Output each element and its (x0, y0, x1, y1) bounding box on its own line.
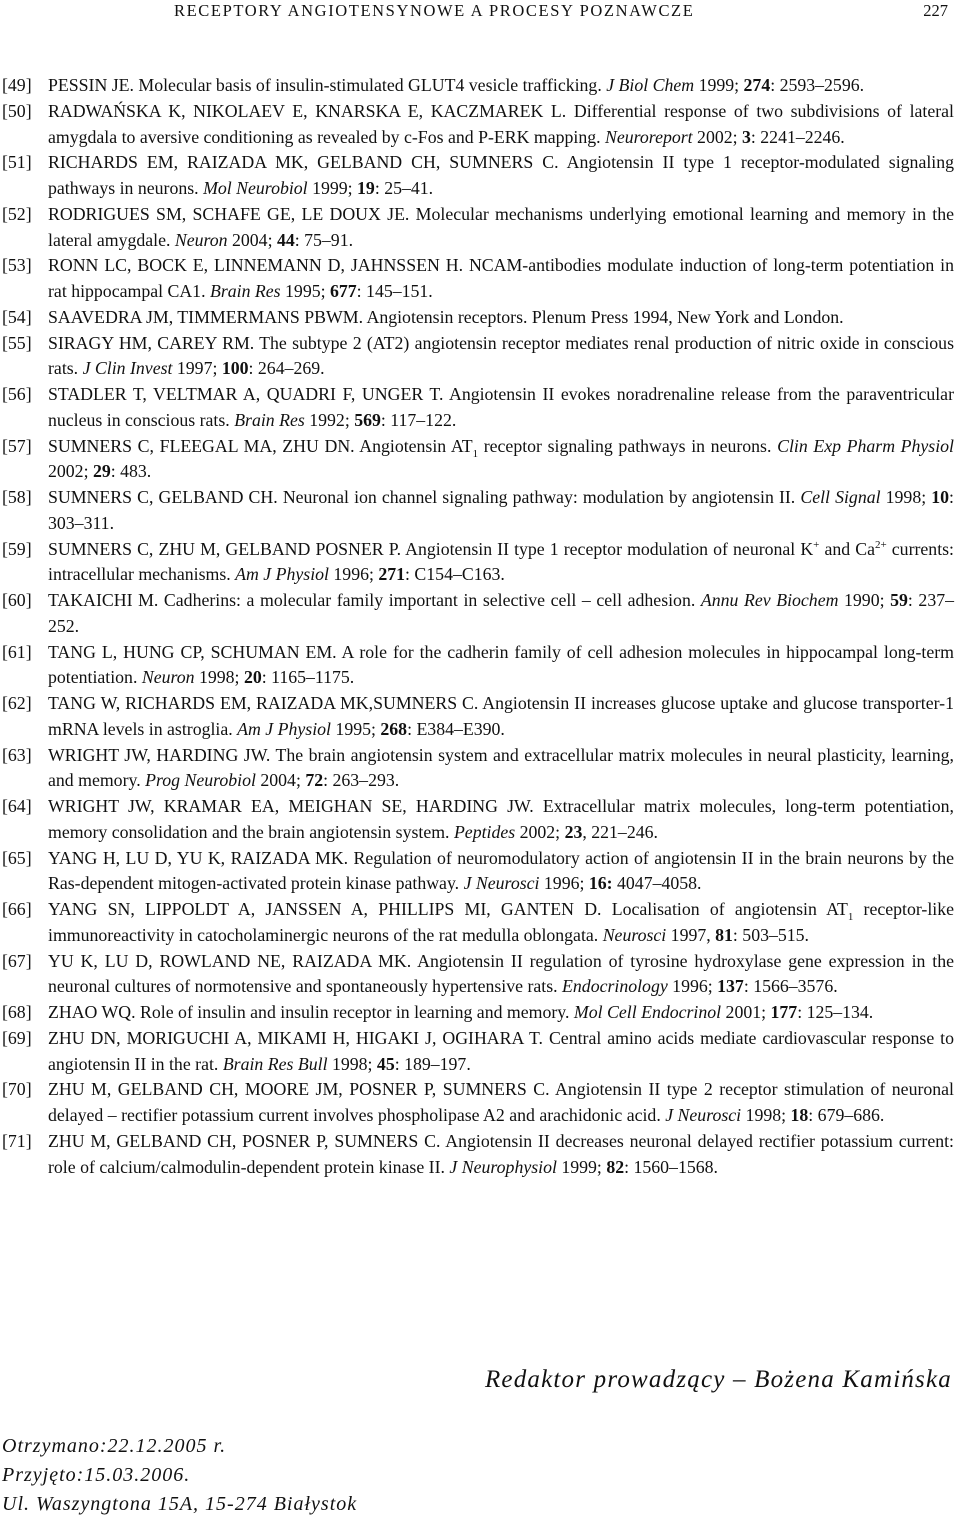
reference-entry (2, 1026, 954, 1078)
reference-fragment: 4047–4058. (612, 873, 702, 894)
reference-fragment: TAKAICHI M. Cadherins: a molecular family important in selective cell – cell adhesion. (48, 590, 701, 610)
reference-number: [51] (2, 152, 32, 173)
reference-list (2, 73, 954, 1180)
reference-fragment: SIRAGY HM, CAREY RM. The subtype 2 (AT2) angiotensin receptor mediates renal production of nitric oxide in conscious rats. (48, 332, 954, 379)
reference-number: [66] (2, 899, 32, 919)
reference-fragment: : 264–269. (248, 358, 325, 379)
reference-fragment: currents: intracellular mechanisms. (48, 538, 954, 585)
reference-fragment: WRIGHT JW, HARDING JW. The brain angiotensin system and extracellular matrix molecules in neural plasticity, learning, and memory. (48, 744, 954, 791)
reference-fragment: : 125–134. (797, 1002, 874, 1022)
volume-number: 271 (378, 564, 406, 585)
reference-text (48, 382, 954, 434)
reference-fragment: : 117–122. (380, 409, 457, 430)
reference-text (48, 949, 954, 1001)
script-text: 1 (847, 911, 854, 923)
reference-fragment: YANG SN, LIPPOLDT A, JANSSEN A, PHILLIPS MI, GANTEN D. Localisation of angiotensin AT (48, 899, 848, 919)
journal-name: J Clin Invest (82, 358, 173, 379)
reference-number: [58] (2, 487, 32, 507)
reference-text (48, 485, 954, 537)
journal-name: Neuron (141, 667, 195, 688)
journal-name: Neuroreport (605, 126, 693, 147)
reference-text (48, 588, 954, 640)
reference-fragment: 1998; (741, 1105, 791, 1125)
reference-fragment: : 263–293. (323, 770, 400, 791)
reference-fragment: : 303–311. (48, 487, 954, 533)
volume-number: 81 (715, 924, 733, 945)
volume-number: 59 (890, 590, 908, 610)
reference-fragment: 1998; (194, 667, 244, 688)
reference-fragment: 1998; (327, 1053, 377, 1074)
reference-entry (2, 202, 954, 254)
footer (2, 1432, 357, 1519)
reference-fragment: SUMNERS C, FLEEGAL MA, ZHU DN. Angiotensin AT (48, 435, 473, 456)
journal-name: Brain Res (234, 409, 305, 430)
reference-number: [69] (2, 1027, 32, 1048)
reference-fragment: : 483. (110, 461, 152, 482)
reference-entry (2, 150, 954, 202)
reference-number: [65] (2, 847, 32, 868)
reference-number: [68] (2, 1002, 32, 1022)
journal-name: J Biol Chem (606, 75, 695, 95)
reference-text (48, 331, 954, 383)
journal-name: J Neurophysiol (449, 1156, 557, 1177)
journal-name: Mol Cell Endocrinol (573, 1002, 722, 1022)
journal-name: Am J Physiol (235, 564, 329, 585)
volume-number: 29 (92, 461, 111, 482)
script-text: + (813, 538, 820, 551)
reference-fragment: STADLER T, VELTMAR A, QUADRI F, UNGER T. Angiotensin II evokes noradrenaline release from the paraventricular nucleus in conscious rats. (48, 384, 954, 430)
reference-fragment: SUMNERS C, ZHU M, GELBAND POSNER P. Angiotensin II type 1 receptor modulation of neuronal K (48, 538, 814, 559)
reference-text (48, 1026, 954, 1078)
volume-number: 100 (221, 358, 249, 379)
journal-name: J Neurosci (463, 873, 540, 894)
reference-fragment: : 1165–1175. (261, 667, 355, 688)
volume-number: 268 (380, 718, 408, 739)
accepted-date: Przyjęto:15.03.2006. (2, 1464, 191, 1486)
reference-fragment: RADWAŃSKA K, NIKOLAEV E, KNARSKA E, KACZMAREK L. Differential response of two subdivisions of lateral amygdala to aversive conditioning as revealed by c-Fos and P-ERK mapping. (48, 100, 954, 147)
journal-name: Neurosci (602, 924, 667, 945)
reference-fragment: TANG L, HUNG CP, SCHUMAN EM. A role for the cadherin family of cell adhesion molecules in hippocampal long-term potentiation. (48, 641, 954, 688)
reference-fragment: 1996; (539, 873, 589, 894)
volume-number: 20 (243, 667, 262, 688)
reference-text (48, 846, 954, 898)
reference-text (48, 73, 954, 99)
reference-text (48, 434, 954, 486)
running-header (0, 0, 960, 24)
volume-number: 137 (717, 976, 744, 997)
volume-number: 677 (330, 281, 357, 301)
reference-fragment: TANG W, RICHARDS EM, RAIZADA MK,SUMNERS C. Angiotensin II increases glucose uptake and glucose transporter-1 mRNA levels in astroglia. (48, 693, 954, 739)
reference-fragment: ZHU DN, MORIGUCHI A, MIKAMI H, HIGAKI J, OGIHARA T. Central amino acids mediate cardiovascular response to angiotensin II in the rat. (48, 1027, 954, 1074)
reference-fragment: : C154–C163. (405, 564, 505, 585)
reference-fragment: 1999; (307, 178, 358, 198)
reference-fragment: RODRIGUES SM, SCHAFE GE, LE DOUX JE. Molecular mechanisms underlying emotional learning and memory in the lateral amygdale. (48, 203, 954, 250)
reference-entry (2, 485, 954, 537)
reference-entry (2, 1129, 954, 1181)
editor-note: Redaktor prowadzący – Bożena Kamińska (484, 1366, 952, 1393)
journal-name: Endocrinology (562, 976, 668, 997)
reference-fragment: SAAVEDRA JM, TIMMERMANS PBWM. Angiotensin receptors. Plenum Press 1994, New York and London. (48, 306, 844, 327)
reference-number: [64] (2, 796, 32, 816)
reference-fragment: 2002; (515, 821, 565, 842)
volume-number: 16: (588, 873, 613, 894)
reference-text (48, 99, 954, 151)
reference-entry (2, 73, 954, 99)
reference-entry (2, 434, 954, 486)
reference-entry (2, 846, 954, 898)
volume-number: 72 (305, 770, 324, 791)
reference-fragment: 1995; (280, 281, 330, 301)
reference-entry (2, 382, 954, 434)
reference-fragment: 1996; (328, 564, 379, 585)
journal-name: Cell Signal (800, 487, 881, 507)
reference-fragment: : 25–41. (374, 178, 434, 198)
reference-fragment: receptor signaling pathways in neurons. (478, 435, 778, 456)
reference-fragment: YU K, LU D, ROWLAND NE, RAIZADA MK. Angiotensin II regulation of tyrosine hydroxylase gene expression in the neuronal cultures of normotensive and spontaneously hypertensive rats. (48, 950, 954, 997)
volume-number: 44 (276, 229, 295, 250)
reference-number: [67] (2, 950, 32, 971)
volume-number: 569 (354, 409, 381, 430)
reference-fragment: and Ca (819, 538, 875, 559)
reference-text (48, 1000, 954, 1026)
reference-number: [70] (2, 1079, 32, 1100)
reference-entry (2, 331, 954, 383)
reference-fragment: 2004; (255, 770, 306, 791)
reference-number: [54] (2, 306, 32, 327)
reference-number: [52] (2, 203, 32, 224)
reference-fragment: 2004; (227, 229, 277, 250)
reference-fragment: : 2593–2596. (770, 75, 865, 95)
reference-number: [53] (2, 255, 32, 276)
volume-number: 10 (931, 487, 950, 507)
reference-fragment: 1999; (556, 1156, 607, 1177)
address: Ul. Waszyngtona 15A, 15-274 Białystok (2, 1493, 358, 1515)
reference-entry (2, 99, 954, 151)
reference-number: [60] (2, 590, 32, 610)
reference-fragment: 1996; (667, 976, 718, 997)
reference-fragment: , 221–246. (582, 821, 658, 842)
reference-entry (2, 691, 954, 743)
reference-fragment: : 145–151. (356, 281, 433, 301)
reference-entry (2, 588, 954, 640)
reference-fragment: 2001; (721, 1002, 771, 1022)
reference-entry (2, 949, 954, 1001)
reference-fragment: SUMNERS C, GELBAND CH. Neuronal ion channel signaling pathway: modulation by angiotensin II. (48, 487, 801, 507)
reference-fragment: 1995; (330, 718, 381, 739)
volume-number: 18 (790, 1105, 809, 1125)
reference-fragment: PESSIN JE. Molecular basis of insulin-stimulated GLUT4 vesicle trafficking. (48, 75, 607, 95)
journal-name: Neuron (174, 229, 228, 250)
reference-fragment: 2002; (692, 126, 743, 147)
reference-fragment: 1997; (172, 358, 222, 379)
reference-entry (2, 1077, 954, 1129)
journal-name: Clin Exp Pharm Physiol (777, 435, 955, 456)
reference-number: [57] (2, 435, 32, 456)
reference-fragment: 1990; (838, 590, 891, 610)
reference-text (48, 202, 954, 254)
reference-fragment: 1999; (694, 75, 744, 95)
reference-fragment: 1997, (666, 924, 716, 945)
reference-number: [71] (2, 1130, 32, 1151)
reference-fragment: : 1560–1568. (624, 1156, 718, 1177)
reference-text (48, 537, 954, 589)
reference-entry (2, 537, 954, 589)
reference-fragment: 1992; (304, 409, 355, 430)
journal-name: Mol Neurobiol (203, 178, 308, 198)
volume-number: 3 (742, 126, 751, 147)
reference-fragment: : 75–91. (294, 229, 354, 250)
running-title: RECEPTORY ANGIOTENSYNOWE A PROCESY POZNAWCZE (174, 1, 695, 20)
reference-fragment: : 679–686. (808, 1105, 885, 1125)
volume-number: 19 (357, 178, 375, 198)
reference-fragment: 1998; (880, 487, 932, 507)
reference-entry (2, 305, 954, 331)
reference-entry (2, 897, 954, 949)
received-date: Otrzymano:22.12.2005 r. (2, 1435, 227, 1457)
reference-entry (2, 794, 954, 846)
reference-entry (2, 1000, 954, 1026)
reference-fragment: : E384–E390. (407, 718, 505, 739)
reference-fragment: : 2241–2246. (750, 126, 845, 147)
reference-number: [59] (2, 538, 32, 559)
journal-name: Brain Res Bull (222, 1053, 328, 1074)
reference-number: [63] (2, 744, 32, 765)
reference-text (48, 305, 954, 331)
reference-number: [61] (2, 641, 32, 662)
reference-entry (2, 640, 954, 692)
reference-fragment: WRIGHT JW, KRAMAR EA, MEIGHAN SE, HARDING JW. Extracellular matrix molecules, long-term potentiation, memory consolidation and the brain angiotensin system. (48, 796, 954, 842)
reference-text (48, 1077, 954, 1129)
reference-fragment: ZHU M, GELBAND CH, POSNER P, SUMNERS C. Angiotensin II decreases neuronal delayed rectifier potassium current: role of calcium/calmodulin-dependent protein kinase II. (48, 1130, 954, 1177)
reference-fragment: ZHU M, GELBAND CH, MOORE JM, POSNER P, SUMNERS C. Angiotensin II type 2 receptor stimulation of neuronal delayed – rectifier potassium current involves phospholipase A2 and arachidonic acid. (48, 1079, 954, 1125)
journal-name: Peptides (453, 821, 516, 842)
reference-entry (2, 253, 954, 305)
journal-name: Am J Physiol (237, 718, 331, 739)
reference-fragment: : 1566–3576. (743, 976, 838, 997)
reference-fragment: 2002; (48, 461, 93, 482)
reference-number: [55] (2, 332, 32, 353)
reference-text (48, 150, 954, 202)
journal-name: Annu Rev Biochem (700, 590, 839, 610)
reference-fragment: YANG H, LU D, YU K, RAIZADA MK. Regulation of neuromodulatory action of angiotensin II in the brain neurons by the Ras-dependent mitogen-activated protein kinase pathway. (48, 847, 954, 894)
reference-fragment: RONN LC, BOCK E, LINNEMANN D, JAHNSSEN H. NCAM-antibodies modulate induction of long-term potentiation in rat hippocampal CA1. (48, 255, 954, 301)
reference-text (48, 640, 954, 692)
reference-fragment: : 237–252. (48, 590, 954, 636)
volume-number: 177 (770, 1002, 798, 1022)
page-number: 227 (923, 1, 948, 20)
reference-text (48, 743, 954, 795)
reference-entry (2, 743, 954, 795)
reference-text (48, 897, 954, 949)
reference-number: [50] (2, 100, 32, 121)
reference-fragment: receptor-like immunoreactivity in catocholaminergic neurons of the rat medulla oblongata. (48, 899, 955, 945)
reference-number: [56] (2, 384, 32, 404)
journal-name: Brain Res (209, 281, 281, 301)
reference-text (48, 1129, 954, 1181)
reference-fragment: RICHARDS EM, RAIZADA MK, GELBAND CH, SUMNERS C. Angiotensin II type 1 receptor-modulated signaling pathways in neurons. (48, 152, 954, 198)
reference-text (48, 691, 954, 743)
reference-fragment: : 189–197. (394, 1053, 471, 1074)
volume-number: 23 (564, 821, 583, 842)
volume-number: 82 (606, 1156, 625, 1177)
reference-number: [49] (2, 75, 32, 95)
reference-fragment: : 503–515. (732, 924, 809, 945)
script-text: 2+ (874, 538, 887, 551)
script-text: 1 (472, 447, 479, 460)
reference-fragment: ZHAO WQ. Role of insulin and insulin receptor in learning and memory. (48, 1002, 574, 1022)
reference-text (48, 253, 954, 305)
volume-number: 45 (376, 1053, 395, 1074)
reference-number: [62] (2, 693, 32, 713)
volume-number: 274 (743, 75, 771, 95)
reference-text (48, 794, 954, 846)
journal-name: Prog Neurobiol (145, 770, 256, 791)
journal-name: J Neurosci (665, 1105, 742, 1125)
